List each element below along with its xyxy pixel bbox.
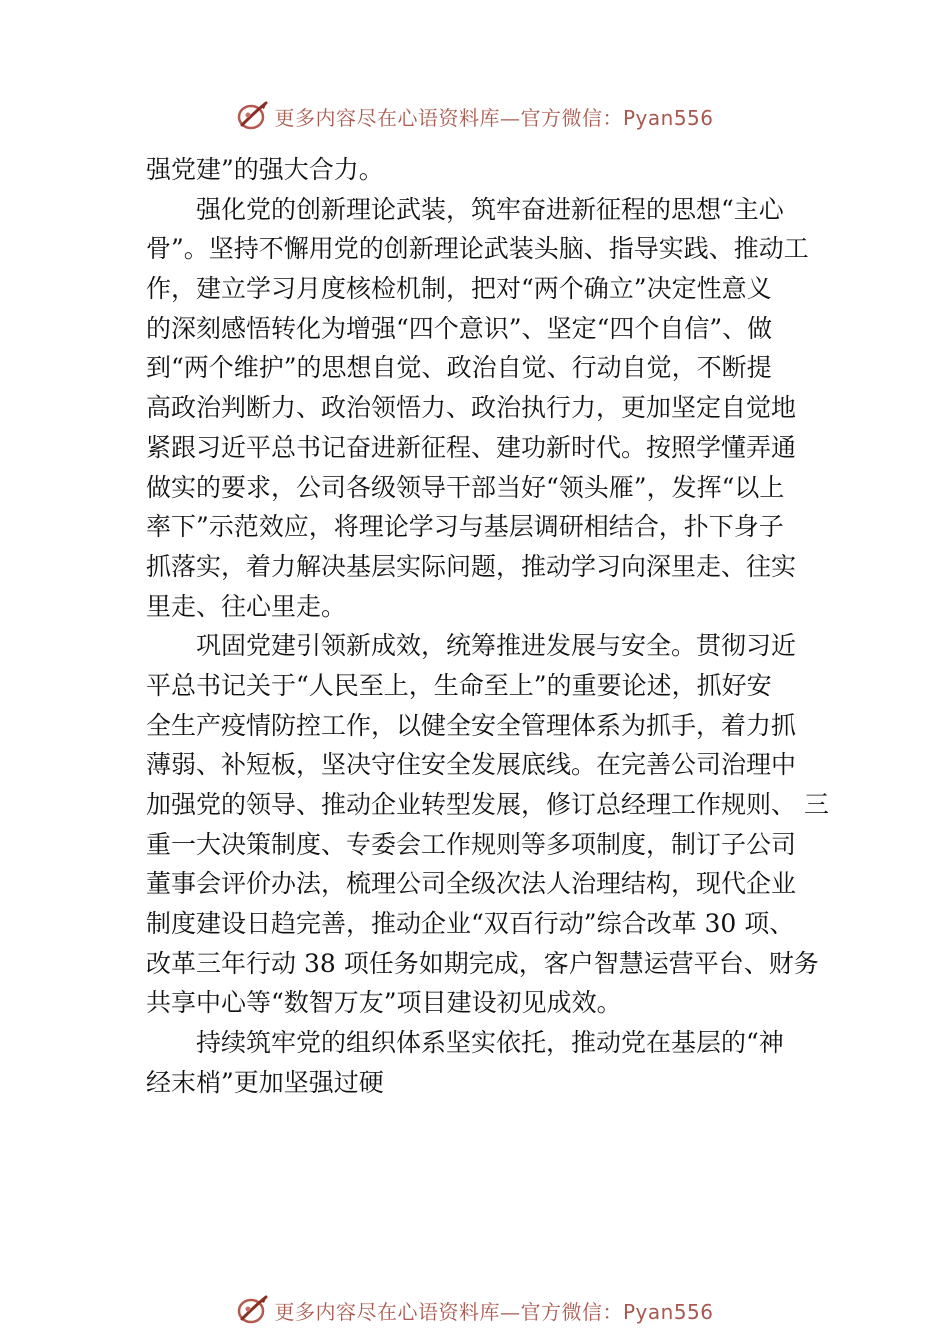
paragraph-line: 里走、往心里走。 (146, 591, 347, 621)
watermark-dash: — (499, 1299, 521, 1324)
paragraph-line: 作，建立学习月度核检机制，把对“两个确立”决定性意义 (146, 274, 772, 304)
watermark-wechat-id: Pyan556 (622, 1299, 714, 1324)
paragraph-line: 紧跟习近平总书记奋进新征程、建功新时代。按照学懂弄通 (146, 432, 797, 462)
paragraph-line: 平总书记关于“人民至上，生命至上”的重要论述，抓好安 (146, 670, 772, 700)
watermark-main: 更多内容尽在心语资料库 (274, 105, 500, 130)
watermark-text (274, 102, 713, 131)
writing-brush-logo-icon (236, 1293, 270, 1327)
paragraph-line: 到“两个维护”的思想自觉、政治自觉、行动自觉，不断提 (146, 353, 772, 383)
paragraph-line: 董事会评价办法，梳理公司全级次法人治理结构，现代企业 (146, 869, 797, 899)
paragraph-line: 做实的要求，公司各级领导干部当好“领头雁”，发挥“以上 (146, 472, 785, 502)
document-body (146, 150, 829, 1103)
paragraph-line: 改革三年行动 38 项任务如期完成，客户智慧运营平台、财务 (146, 948, 819, 978)
paragraph-line: 强党建”的强大合力。 (146, 155, 384, 184)
paragraph-line: 率下”示范效应，将理论学习与基层调研相结合，扑下身子 (146, 512, 784, 542)
header-watermark (0, 96, 950, 136)
watermark-wechat-label: 官方微信： (520, 105, 623, 130)
paragraph-line: 的深刻感悟转化为增强“四个意识”、坚定“四个自信”、做 (146, 313, 773, 343)
paragraph-line: 重一大决策制度、专委会工作规则等多项制度，制订子公司 (146, 829, 797, 859)
paragraph-line: 抓落实，着力解决基层实际问题，推动学习向深里走、往实 (146, 551, 797, 581)
watermark-text (274, 1296, 713, 1325)
watermark-main: 更多内容尽在心语资料库 (274, 1299, 500, 1324)
paragraph-line: 巩固党建引领新成效，统筹推进发展与安全。贯彻习近 (196, 631, 797, 661)
paragraph-line: 制度建设日趋完善，推动企业“双百行动”综合改革 30 项、 (146, 909, 795, 939)
watermark-wechat-id: Pyan556 (622, 105, 714, 130)
writing-brush-logo-icon (236, 99, 270, 133)
paragraph-line: 持续筑牢党的组织体系坚实依托，推动党在基层的“神 (196, 1028, 784, 1058)
paragraph-line: 加强党的领导、推动企业转型发展，修订总经理工作规则、 三 (146, 790, 829, 819)
paragraph-line: 薄弱、补短板，坚决守住安全发展底线。在完善公司治理中 (146, 750, 797, 780)
paragraph-line: 骨”。坚持不懈用党的创新理论武装头脑、指导实践、推动工 (146, 234, 809, 264)
watermark-dash: — (499, 105, 521, 130)
paragraph-line: 全生产疫情防控工作，以健全安全管理体系为抓手，着力抓 (146, 710, 797, 740)
paragraph-line: 经末梢”更加坚强过硬 (146, 1067, 384, 1097)
footer-watermark (0, 1290, 950, 1330)
paragraph-line: 高政治判断力、政治领悟力、政治执行力，更加坚定自觉地 (146, 393, 797, 423)
paragraph-line: 共享中心等“数智万友”项目建设初见成效。 (146, 988, 622, 1018)
watermark-wechat-label: 官方微信： (520, 1299, 623, 1324)
paragraph-line: 强化党的创新理论武装，筑牢奋进新征程的思想“主心 (196, 194, 784, 224)
